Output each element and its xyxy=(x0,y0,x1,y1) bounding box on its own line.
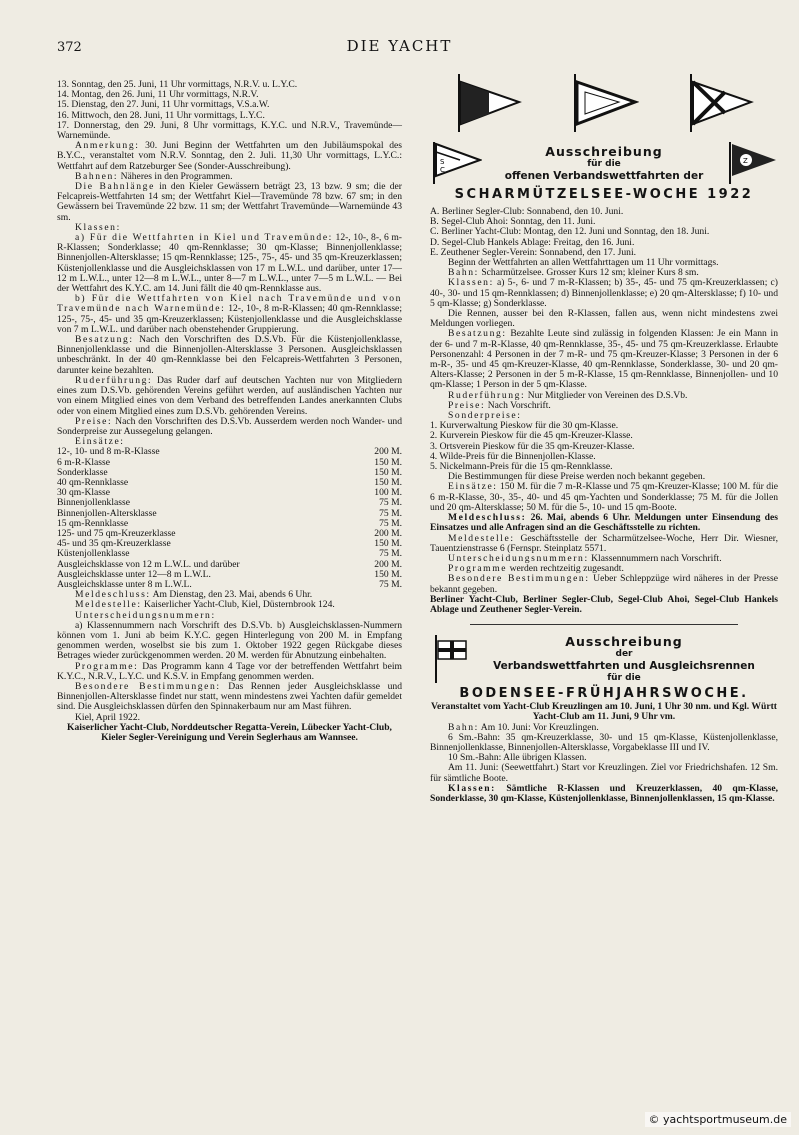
programme: Programme werden rechtzeitig zugesandt. xyxy=(448,563,624,575)
meldeschluss: Meldeschluss: Am Dienstag, den 23. Mai, abends 6 Uhr. xyxy=(75,589,313,601)
besondere-bestimmungen: Besondere Bestimmungen: Das Rennen jeder Ausgleichsklasse und Binnenjollen-Altersklasse findet nur statt, wenn mindestens zwei Yachten dafür gemeldet sind. Die Ausgleichsklassen dürfen den Spinnakerbaum nur am Mast führen. xyxy=(57,680,403,713)
klassen-a: a) Für die Wettfahrten in Kiel und Travemünde: 12-, 10-, 8-, 6 m-R-Klassen; Sonderklasse; 40 qm-Rennklasse; 30 qm-Klasse; Binnenjollenklasse; Binnenjollen-Altersklasse; 15 qm-Rennklasse; 125-, 75-, 45- und 35 qm-Kreuzerklassen; Küstenjollenklasse und die Ausgleichsklassen von 17 m L.W.L. und darüber, unter 17—12 m L.W.L., unter 12—8 m L.W.L., unter 8—7 m L.W.L., unter 7—5 m L.W.L. — Bei der Wettfahrt des K.Y.C. am 14. Juni fällt die 40 qm-Rennklasse aus. xyxy=(57,232,402,295)
section-divider xyxy=(470,624,738,625)
seewettfahrt: Am 11. Juni: (Seewettfahrt.) Start vor Kreuzlingen. Ziel vor Friedrichshafen. 12 Sm. für sämtliche Boote. xyxy=(430,762,778,784)
club-flag-icon xyxy=(453,72,523,134)
rennen-note: Die Rennen, ausser bei den R-Klassen, fallen aus, wenn nicht mindestens zwei Meldungen vorliegen. xyxy=(430,308,778,330)
sonderpreis-item: 4. Wilde-Preis für die Binnenjollen-Klasse. xyxy=(430,450,596,462)
fee-class: 30 qm-Klasse xyxy=(57,487,111,499)
besatzung: Besatzung: Nach den Vorschriften des D.S.Vb. Für die Küstenjollenklasse, Binnenjollenklasse und die Binnenjollen-Altersklasse 3 Personen. Ausgleichsklassen unbeschränkt. In der 40 qm-Rennklasse bei den Felcapreis-Wettfahrten 3 Personen, darunter keine bezahlten. xyxy=(57,334,402,376)
svg-text:Z: Z xyxy=(743,157,748,165)
announcement-2-header xyxy=(430,633,778,685)
besatzung: Besatzung: Bezahlte Leute sind zulässig in folgenden Klassen: Je ein Mann in der 6- und 7 m-R-Klasse, 40 qm-Rennklasse, 35-, 45- und 75 qm-Kreuzerklasse. Erlaubte Personenzahl: 4 Personen in der 7 m-R- und 75 qm-Kreuzer-Klasse; 3 Personen in der 6 m-R-, 35- und 45 qm-Kreuzer-Klasse, 40 qm-Rennklasse, Sonderklasse, 30- und 20 qm-Alters-Klasse; 2 Personen in der 5 m-R-Klasse, 15 qm-Rennklasse, Binnenjollen- und 10 qm-Klasse; 1 Person in der 5 qm-Klasse. xyxy=(430,328,779,391)
fee-row xyxy=(57,447,402,457)
einsaetze: Einsätze: 150 M. für die 7 m-R-Klasse und 75 qm-Kreuzer-Klasse; 100 M. für die 6 m-R-Klasse, 30-, 35-, 40- und 45 qm-Yachten und Sonderklasse; 75 M. für die Jollen und 20 qm-Altersklasse; 50 M. für die 5-, 10- und 15 qm-Boote. xyxy=(430,481,778,513)
fee-class: 125- und 75 qm-Kreuzerklasse xyxy=(57,527,176,539)
unterscheidung-text: a) Klassennummern nach Vorschrift des D.S.Vb. b) Ausgleichsklassen-Nummern können vom 1. Juni ab beim K.Y.C. gegen Hinterlegung von 200 M. in Empfang genommen werden, woselbst sie bis zum 1. Oktober 1922 gegen Rückgabe dieses Betrages wieder zurückgenommen werden. 20 M. werden für Abnutzung einbehalten. xyxy=(57,619,402,662)
einsaetze-heading: Einsätze: xyxy=(75,436,125,448)
club-flag-icon xyxy=(569,72,639,134)
fee-class: 15 qm-Rennklasse xyxy=(57,517,129,529)
klassen-heading: Klassen: xyxy=(75,221,121,233)
klassen-b: b) Für die Wettfahrten von Kiel nach Travemünde und von Travemünde nach Warnemünde: 12-, 10-, 8 m-R-Klassen; 40 qm-Rennklasse; 125-, 75-, 45- und 35 qm-Kreuzerklassen; Küstenjollenklasse und die Ausgleichsklasse von 7 m L.W.L. und darüber nach obenstehender Gruppierung. xyxy=(57,293,402,335)
race-item: 13. Sonntag, den 25. Juni, 11 Uhr vormittags, N.R.V. u. L.Y.C. xyxy=(57,79,298,90)
race-item: 17. Donnerstag, den 29. Juni, 8 Uhr vormittags, K.Y.C. und N.R.V., Travemünde—Warnemünde. xyxy=(57,119,402,142)
club-day: C. Berliner Yacht-Club: Montag, den 12. Juni und Sonntag, den 18. Juni. xyxy=(430,226,710,238)
ruderfuehrung: Ruderführung: Nur Mitglieder von Vereinen des D.S.Vb. xyxy=(448,389,688,401)
klassen: Klassen: a) 5-, 6- und 7 m-R-Klassen; b) 35-, 45- und 75 qm-Kreuzerklassen; c) 40-, 30- und 15 qm-Rennklassen; d) Binnenjollenklasse; e) 20 qm-Altersklasse; f) 10- und 5 qm-Klasse; g) Sonderklasse. xyxy=(430,277,778,309)
page-number: 372 xyxy=(57,40,82,55)
fee-class: Ausgleichsklasse unter 12—8 m L.W.L. xyxy=(57,568,211,580)
veranstalter: Veranstaltet vom Yacht-Club Kreuzlingen am 10. Juni, 1 Uhr 30 nm. und Kgl. Württ Yacht-Club am 11. Juni, 9 Uhr vm. xyxy=(430,701,778,723)
fee-amount: 150 M. xyxy=(374,466,402,478)
fee-amount: 100 M. xyxy=(374,487,402,499)
running-header: DIE YACHT xyxy=(346,37,453,55)
preise: Preise: Nach Vorschrift. xyxy=(448,399,551,411)
club-day: A. Berliner Segler-Club: Sonnabend, den 10. Juni. xyxy=(430,206,624,217)
sonderpreis-item: 2. Kurverein Pieskow für die 45 qm-Kreuzer-Klasse. xyxy=(430,430,633,442)
race-item: 14. Montag, den 26. Juni, 11 Uhr vormittags, N.R.V. xyxy=(57,89,259,101)
fee-amount: 75 M. xyxy=(379,497,402,509)
fee-class: Sonderklasse xyxy=(57,466,108,478)
svg-text:S: S xyxy=(440,158,445,166)
announcement-1-titles: Ausschreibung für die offenen Verbandswettfahrten der xyxy=(504,143,704,182)
sonderpreis-item: 3. Ortsverein Pieskow für die 35 qm-Kreuzer-Klasse. xyxy=(430,440,635,452)
club-flag-icon xyxy=(726,140,778,186)
club-day: D. Segel-Club Hankels Ablage: Freitag, den 16. Juni. xyxy=(430,236,635,248)
bahn: Bahn: Scharmützelsee. Grosser Kurs 12 sm; kleiner Kurs 8 sm. xyxy=(448,267,699,279)
fee-class: Binnenjollenklasse xyxy=(57,497,131,509)
club-day: B. Segel-Club Ahoi: Sonntag, den 11. Juni. xyxy=(430,216,596,228)
fee-amount: 75 M. xyxy=(379,548,402,560)
fee-amount: 150 M. xyxy=(374,456,402,468)
fee-amount: 75 M. xyxy=(379,507,402,519)
right-column xyxy=(430,72,778,804)
sonderpreise-heading: Sonderpreise: xyxy=(448,410,522,422)
announcement-2-titles: Ausschreibung der Verbandswettfahrten und Ausgleichsrennen für die xyxy=(493,634,755,684)
bahn-6sm: 6 Sm.-Bahn: 35 qm-Kreuzerklasse, 30- und 15 qm-Klasse, Küstenjollenklasse, Binnenjollenklasse, Binnenjollen-Altersklasse, Vorgabeklasse III und IV. xyxy=(430,731,778,753)
unterscheidung-heading: Unterscheidungsnummern: xyxy=(75,609,216,621)
club-day: E. Zeuthener Segler-Verein: Sonnabend, den 17. Juni. xyxy=(430,246,637,258)
anmerkung: Anmerkung: 30. Juni Beginn der Wettfahrten um den Jubiläumspokal des B.Y.C., veranstaltet vom N.R.V. Sonntag, den 2. Juli. 11,30 Uhr vormittags, L.Y.C.: Wettfahrt auf dem Ratzeburger See (Sonder-Ausschreibung). xyxy=(57,140,402,172)
race-item: 16. Mittwoch, den 28. Juni, 11 Uhr vormittags, L.Y.C. xyxy=(57,109,265,121)
club-flag-icon xyxy=(685,72,755,134)
preise: Preise: Nach den Vorschriften des D.S.Vb. Ausserdem werden noch Wander- und Sonderpreise zur Aussegelung gelangen. xyxy=(57,415,402,437)
race-schedule xyxy=(57,80,402,141)
race-item: 15. Dienstag, den 27. Juni, 11 Uhr vormittags, V.S.a.W. xyxy=(57,99,270,111)
bahn-10sm: 10 Sm.-Bahn: Alle übrigen Klassen. xyxy=(448,752,587,764)
fee-amount: 75 M. xyxy=(379,578,402,590)
meldestelle: Meldestelle: Geschäftsstelle der Scharmützelsee-Woche, Herr Dir. Wiesner, Tauentzienstrasse 6 (Fernspr. Steinplatz 5571. xyxy=(430,532,778,554)
besondere-bestimmungen: Besondere Bestimmungen: Ueber Schleppzüge wird näheres in der Presse bekannt gegeben. xyxy=(430,573,778,595)
fee-amount: 200 M. xyxy=(374,527,402,539)
sonderpreis-item: 5. Nickelmann-Preis für die 15 qm-Rennklasse. xyxy=(430,461,613,473)
fee-amount: 200 M. xyxy=(374,446,402,458)
flag-row xyxy=(430,72,778,140)
fee-row xyxy=(57,498,402,508)
announcement-1-big-title: SCHARMÜTZELSEE-WOCHE 1922 xyxy=(454,187,754,202)
fee-class: Ausgleichsklasse unter 8 m L.W.L. xyxy=(57,578,192,590)
fee-row xyxy=(57,458,402,468)
watermark: © yachtsportmuseum.de xyxy=(645,1112,791,1127)
fee-class: 12-, 10- und 8 m-R-Klasse xyxy=(57,446,160,458)
klassen-2: Klassen: Sämtliche R-Klassen und Kreuzerklassen, 40 qm-Klasse, Sonderklasse, 30 qm-Klasse, Küstenjollenklasse, Binnenjollenklassen, 15 qm-Klasse. xyxy=(430,782,778,804)
club-days xyxy=(430,207,778,258)
programme: Programme: Das Programm kann 4 Tage vor der betreffenden Wettfahrt beim K.Y.C., N.R.V., L.Y.C. und K.S.V. in Empfang genommen werden. xyxy=(57,660,402,682)
fee-class: 45- und 35 qm-Kreuzerklasse xyxy=(57,538,171,550)
ruderfuehrung: Ruderführung: Das Ruder darf auf deutschen Yachten nur von Mitgliedern eines zum D.S.Vb. gehörenden Vereins geführt werden, auf ausländischen Yachten nur von einem Mitglied eines von dem Verband des betreffenden Landes anerkannten Clubs oder von einem Mitglied eines zum D.S.Vb. gehörenden Vereins. xyxy=(57,374,402,417)
fee-class: Binnenjollen-Altersklasse xyxy=(57,507,157,519)
left-column xyxy=(57,80,402,743)
fee-amount: 150 M. xyxy=(374,568,402,580)
fee-table xyxy=(57,447,402,590)
fee-class: Küstenjollenklasse xyxy=(57,548,130,560)
fee-class: Ausgleichsklasse von 12 m L.W.L. und darüber xyxy=(57,558,240,570)
club-flag-icon xyxy=(430,633,470,685)
announcement-1-header xyxy=(430,140,778,186)
fee-amount: 150 M. xyxy=(374,538,402,550)
announcement-2-big-title: BODENSEE-FRÜHJAHRSWOCHE. xyxy=(459,686,749,702)
date-line: Kiel, April 1922. xyxy=(75,711,141,723)
bahnlaenge: Die Bahnlänge in den Kieler Gewässern beträgt 23, 13 bzw. 9 sm; die der Felcapreis-Wettfahrten 14 sm; der Wettfahrt Kiel—Travemünde 78 bzw. 67 sm; in den Gewässern bei Travemünde 22 bzw. 11 sm; der Wettfahrt Travemünde—Warnemünde 43 sm. xyxy=(57,181,402,223)
meldeschluss: Meldeschluss: 26. Mai, abends 6 Uhr. Meldungen unter Einsendung des Einsatzes und alle Anfragen sind an die Geschäftsstelle zu richten. xyxy=(430,512,778,534)
bahnen: Bahnen: Näheres in den Programmen. xyxy=(75,170,233,182)
fee-amount: 75 M. xyxy=(379,517,402,529)
sonderpreis-item: 1. Kurverwaltung Pieskow für die 30 qm-Klasse. xyxy=(430,420,619,432)
unterscheidung: Unterscheidungsnummern: Klassennummern nach Vorschrift. xyxy=(448,552,722,564)
club-flag-icon xyxy=(430,140,482,186)
fee-amount: 150 M. xyxy=(374,476,402,488)
bahn-2: Bahn: Am 10. Juni: Vor Kreuzlingen. xyxy=(448,721,599,733)
race-begin: Beginn der Wettfahrten an allen Wettfahrttagen um 11 Uhr vormittags. xyxy=(448,257,719,269)
sonderpreise-list xyxy=(430,421,778,472)
signature: Kaiserlicher Yacht-Club, Norddeutscher Regatta-Verein, Lübecker Yacht-Club, Kieler Segler-Vereinigung und Verein Seglerhaus am Wannsee. xyxy=(67,721,392,743)
svg-text:C: C xyxy=(440,166,445,174)
organizing-clubs: Berliner Yacht-Club, Berliner Segler-Club, Segel-Club Ahoi, Segel-Club Hankels Ablage und Zeuthener Segler-Verein. xyxy=(430,593,778,615)
fee-class: 40 qm-Rennklasse xyxy=(57,476,129,488)
meldestelle: Meldestelle: Kaiserlicher Yacht-Club, Kiel, Düsternbrook 124. xyxy=(75,599,335,611)
fee-amount: 200 M. xyxy=(374,558,402,570)
bestimmungen: Die Bestimmungen für diese Preise werden noch bekannt gegeben. xyxy=(448,471,706,483)
fee-class: 6 m-R-Klasse xyxy=(57,456,111,468)
